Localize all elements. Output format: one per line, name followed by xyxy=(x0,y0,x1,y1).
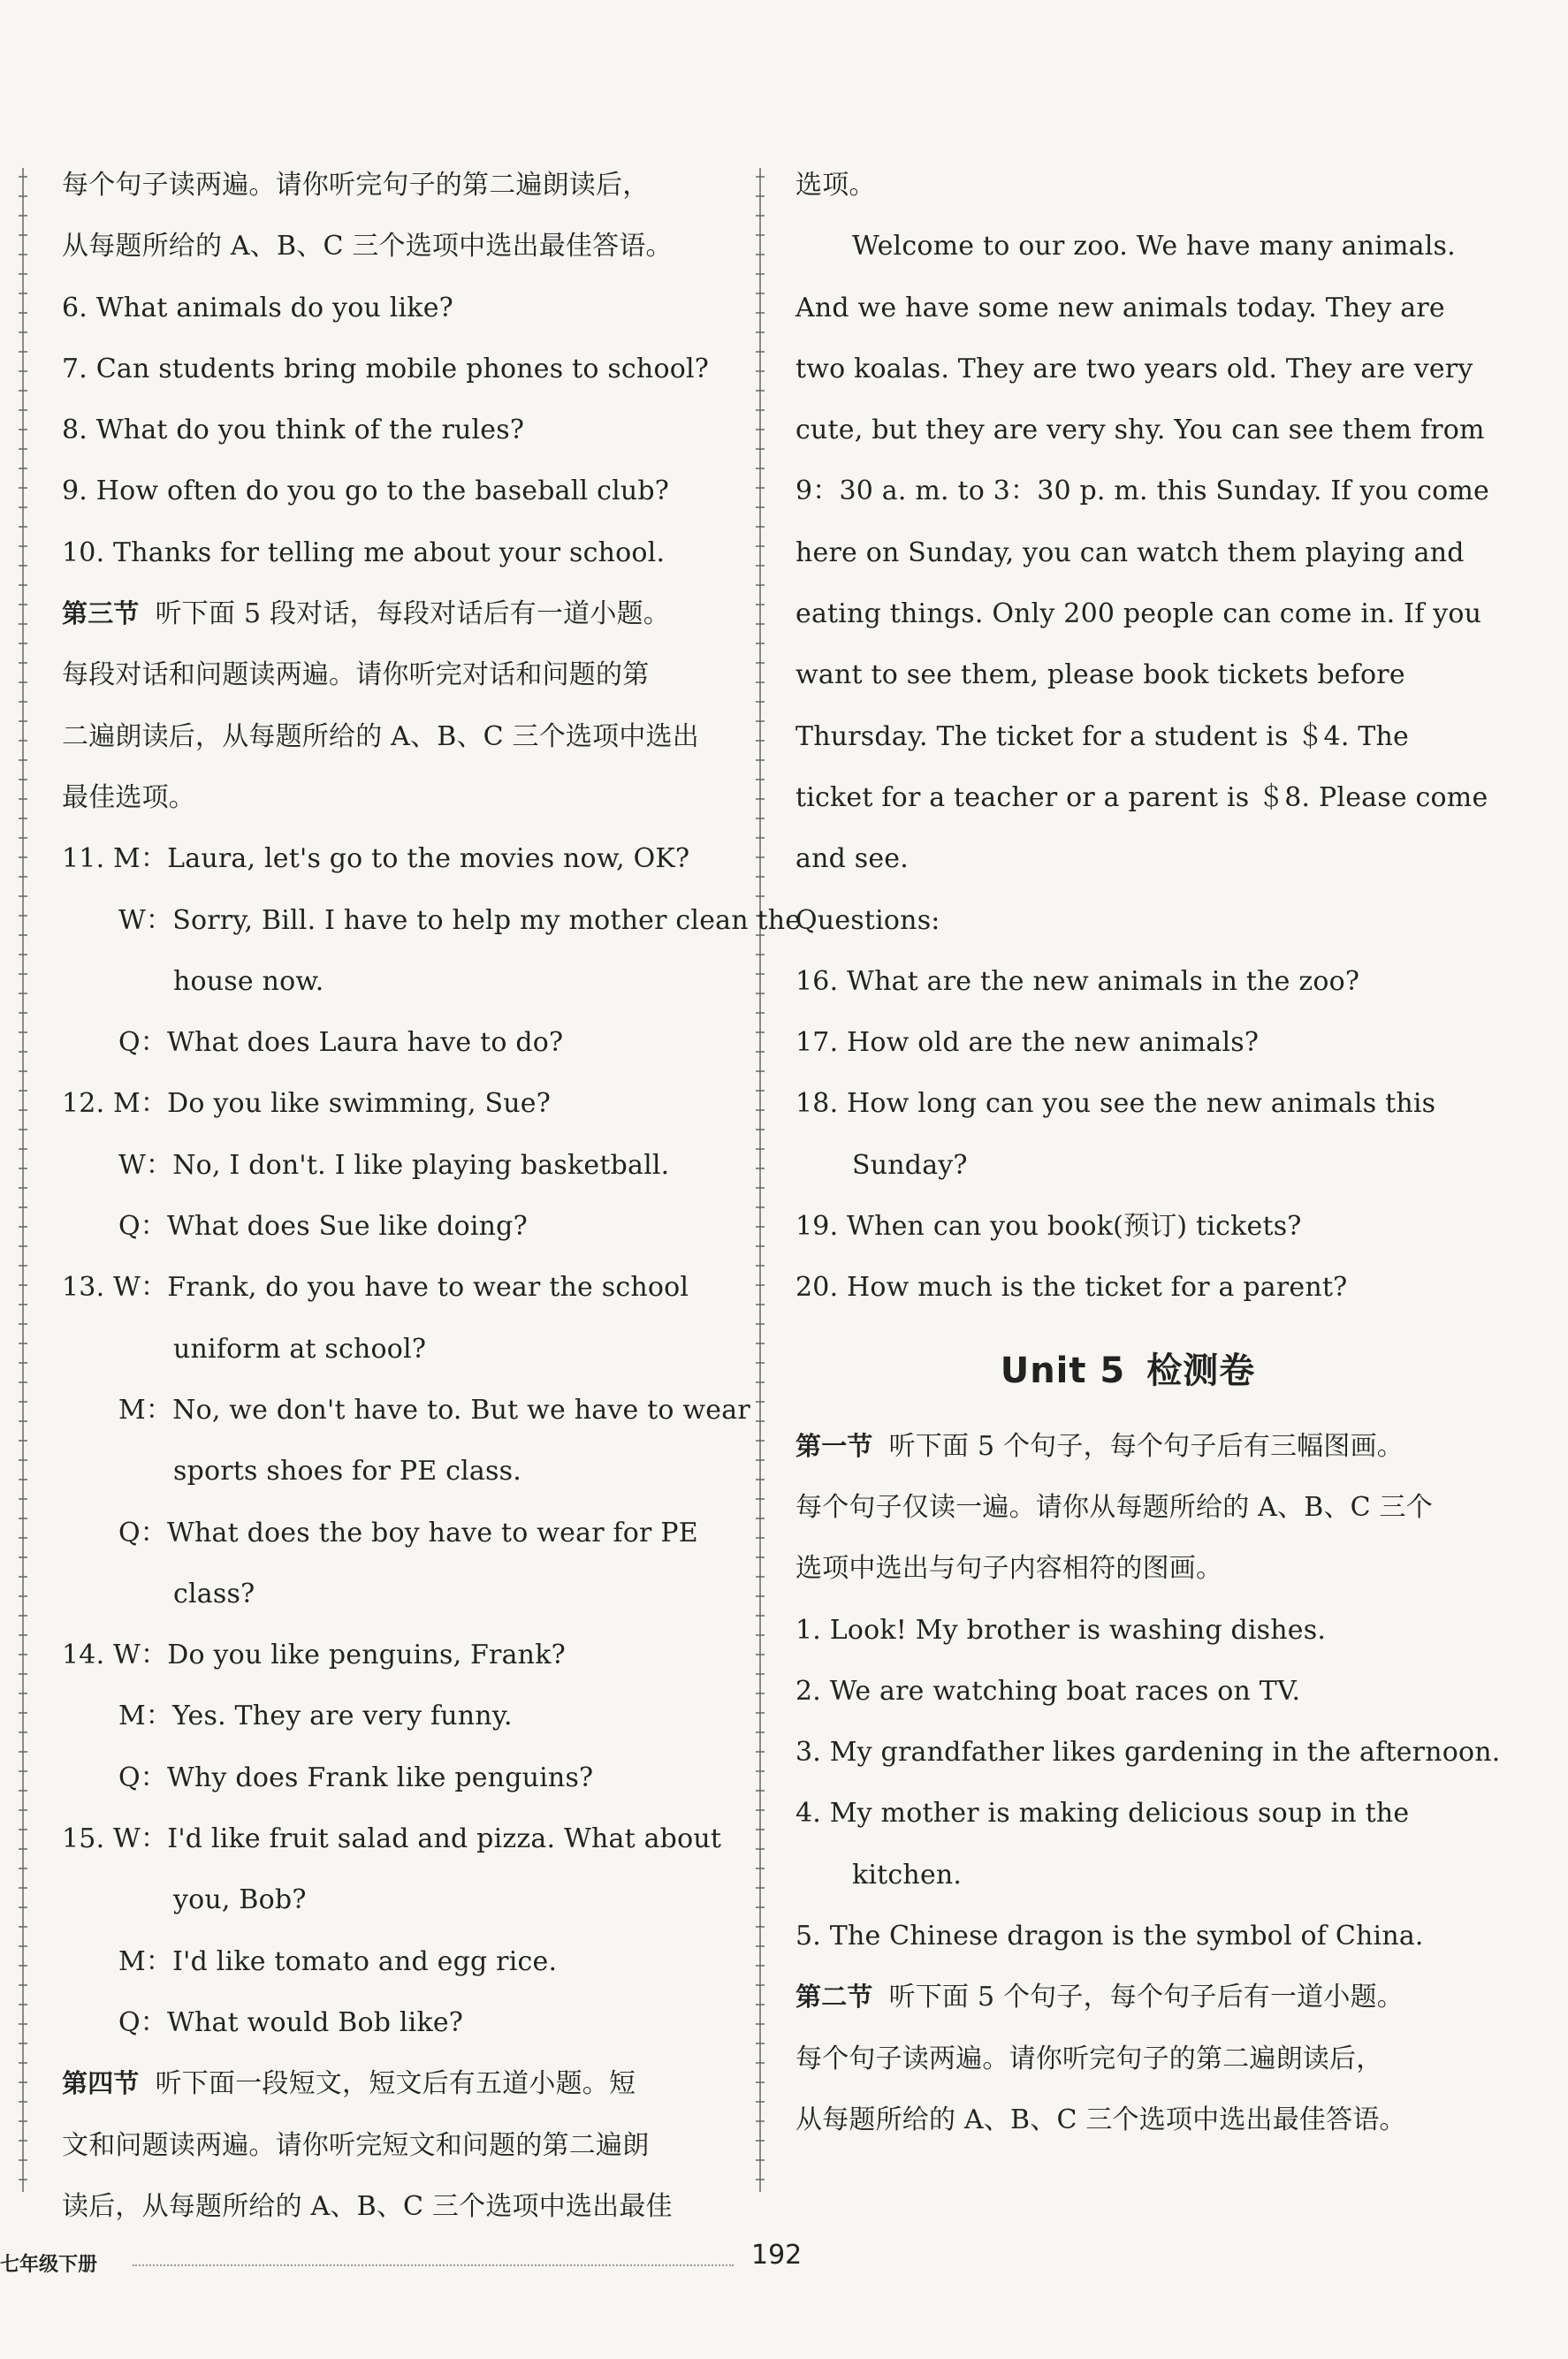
section3-instruction-line: 最佳选项。 xyxy=(62,781,195,813)
dialogue-14-question: Q：Why does Frank like penguins? xyxy=(118,1762,594,1793)
section4-text: 听下面一段短文，短文后有五道小题。短 xyxy=(155,2068,636,2100)
dialogue-12-line: W：No, I don't. I like playing basketball. xyxy=(118,1149,670,1181)
passage-line: ticket for a teacher or a parent is ＄8. Please come xyxy=(795,781,1488,813)
section1-instruction-line: 选项中选出与句子内容相符的图画。 xyxy=(795,1553,1223,1585)
passage-line: want to see them, please book tickets before xyxy=(795,659,1405,691)
passage-line: and see. xyxy=(795,843,909,875)
left-column xyxy=(62,155,802,2237)
passage-line: here on Sunday, you can watch them playing and xyxy=(795,536,1465,568)
unit5-question-4: 4. My mother is making delicious soup in the xyxy=(795,1798,1410,1830)
left-cut-line xyxy=(12,168,34,2192)
dialogue-11-question: Q：What does Laura have to do? xyxy=(118,1027,564,1059)
passage-line: Thursday. The ticket for a student is ＄4. The xyxy=(795,720,1409,752)
passage-line: 9：30 a. m. to 3：30 p. m. this Sunday. If you come xyxy=(795,476,1489,507)
question-17: 17. How old are the new animals? xyxy=(795,1027,1260,1059)
unit5-question-3: 3. My grandfather likes gardening in the afternoon. xyxy=(795,1737,1501,1769)
question-16: 16. What are the new animals in the zoo? xyxy=(795,965,1360,997)
dialogue-13-question: class? xyxy=(173,1578,255,1609)
unit-title-cn: 检测卷 xyxy=(1146,1350,1256,1391)
dialogue-12-question: Q：What does Sue like doing? xyxy=(118,1211,528,1243)
question-6: 6. What animals do you like? xyxy=(62,292,453,323)
footer-grade-label: 七年级下册 xyxy=(0,2254,98,2276)
dialogue-15-line: you, Bob? xyxy=(173,1884,307,1916)
unit-title-en: Unit 5 xyxy=(1000,1350,1126,1391)
section2-instruction-line: 从每题所给的 A、B、C 三个选项中选出最佳答语。 xyxy=(795,2104,1406,2135)
page-number: 192 xyxy=(751,2240,803,2271)
footer-dotted-rule xyxy=(133,2264,734,2266)
dialogue-11-line: W：Sorry, Bill. I have to help my mother clean the xyxy=(118,904,802,936)
unit5-question-2: 2. We are watching boat races on TV. xyxy=(795,1675,1301,1707)
section2-label: 第二节 xyxy=(795,1982,873,2013)
passage-line: Welcome to our zoo. We have many animals. xyxy=(852,231,1456,263)
section3-text: 听下面 5 段对话，每段对话后有一道小题。 xyxy=(155,598,670,630)
section2-instruction-line: 从每题所给的 A、B、C 三个选项中选出最佳答语。 xyxy=(62,231,673,263)
section1-text: 听下面 5 个句子，每个句子后有三幅图画。 xyxy=(888,1430,1404,1462)
section4-instruction-line: 读后，从每题所给的 A、B、C 三个选项中选出最佳 xyxy=(62,2190,673,2222)
dialogue-14-line: M：Yes. They are very funny. xyxy=(118,1701,513,1732)
unit5-question-1: 1. Look! My brother is washing dishes. xyxy=(795,1614,1327,1646)
dialogue-12-line: 12. M：Do you like swimming, Sue? xyxy=(62,1088,552,1120)
dialogue-13-question: Q：What does the boy have to wear for PE xyxy=(118,1517,698,1549)
section2-instruction-line: 每个句子读两遍。请你听完句子的第二遍朗读后， xyxy=(62,170,650,201)
section2-instruction-line xyxy=(795,1967,1460,2028)
question-10: 10. Thanks for telling me about your school. xyxy=(62,536,666,568)
question-19: 19. When can you book(预订) tickets? xyxy=(795,1211,1302,1243)
dialogue-13-line: sports shoes for PE class. xyxy=(173,1456,521,1488)
passage-line: eating things. Only 200 people can come in. If you xyxy=(795,598,1482,630)
section4-instruction-line: 选项。 xyxy=(795,170,876,201)
dialogue-13-line: 13. W：Frank, do you have to wear the school xyxy=(62,1272,689,1304)
section3-instruction-line xyxy=(62,583,734,644)
section1-instruction-line: 每个句子仅读一遍。请你从每题所给的 A、B、C 三个 xyxy=(795,1491,1433,1523)
section4-instruction-line: 文和问题读两遍。请你听完短文和问题的第二遍朗 xyxy=(62,2129,650,2161)
section2-text: 听下面 5 个句子，每个句子后有一道小题。 xyxy=(888,1982,1404,2013)
right-column xyxy=(795,155,1501,2150)
question-7: 7. Can students bring mobile phones to school? xyxy=(62,353,710,384)
question-20: 20. How much is the ticket for a parent? xyxy=(795,1272,1348,1304)
section3-label: 第三节 xyxy=(62,598,140,629)
unit5-question-5: 5. The Chinese dragon is the symbol of China. xyxy=(795,1921,1424,1952)
dialogue-15-line: 15. W：I'd like fruit salad and pizza. What about xyxy=(62,1823,722,1855)
dialogue-15-question: Q：What would Bob like? xyxy=(118,2006,464,2038)
section1-instruction-line xyxy=(795,1416,1460,1477)
cut-line-graphic xyxy=(750,168,771,2192)
passage-line: And we have some new animals today. They are xyxy=(795,292,1445,323)
question-18-continued: Sunday? xyxy=(852,1149,968,1181)
cut-line-graphic xyxy=(12,168,34,2192)
section4-instruction-line xyxy=(62,2053,734,2114)
passage-line: two koalas. They are two years old. They are very xyxy=(795,353,1473,384)
section4-label: 第四节 xyxy=(62,2068,140,2099)
question-18: 18. How long can you see the new animals this xyxy=(795,1088,1436,1120)
dialogue-13-line: M：No, we don't have to. But we have to wear xyxy=(118,1394,750,1426)
question-8: 8. What do you think of the rules? xyxy=(62,415,525,446)
dialogue-11-line: house now. xyxy=(173,965,324,997)
dialogue-14-line: 14. W：Do you like penguins, Frank? xyxy=(62,1640,566,1671)
passage-line: cute, but they are very shy. You can see them from xyxy=(795,415,1485,446)
dialogue-11-line: 11. M：Laura, let's go to the movies now, OK? xyxy=(62,843,690,875)
unit5-question-4-continued: kitchen. xyxy=(852,1859,963,1891)
section3-instruction-line: 每段对话和问题读两遍。请你听完对话和问题的第 xyxy=(62,659,650,691)
section1-label: 第一节 xyxy=(795,1430,873,1461)
dialogue-15-line: M：I'd like tomato and egg rice. xyxy=(118,1945,558,1977)
section3-instruction-line: 二遍朗读后，从每题所给的 A、B、C 三个选项中选出 xyxy=(62,720,699,752)
center-cut-line xyxy=(750,168,771,2192)
section2-instruction-line: 每个句子读两遍。请你听完句子的第二遍朗读后， xyxy=(795,2043,1383,2074)
dialogue-13-line: uniform at school? xyxy=(173,1333,427,1365)
questions-heading: Questions: xyxy=(795,904,940,936)
unit-title xyxy=(795,1319,1460,1416)
question-9: 9. How often do you go to the baseball club? xyxy=(62,476,670,507)
